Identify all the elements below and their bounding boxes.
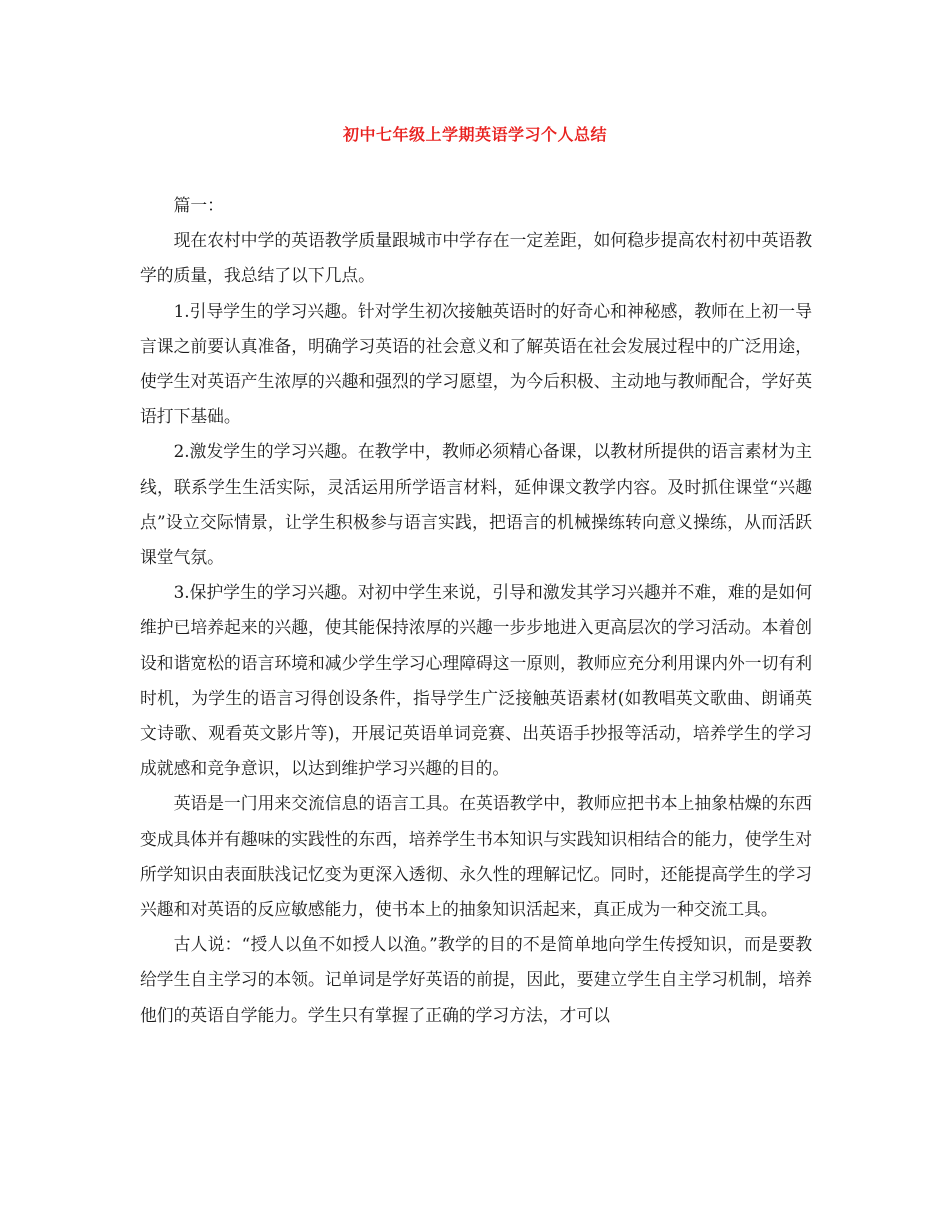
paragraph-intro: 现在农村中学的英语教学质量跟城市中学存在一定差距，如何稳步提高农村初中英语教学的质量，我总结了以下几点。 [140,230,812,286]
paragraph-point-3: 3.保护学生的学习兴趣。对初中学生来说，引导和激发其学习兴趣并不难，难的是如何维护已培养起来的兴趣，使其能保持浓厚的兴趣一步步地进入更高层次的学习活动。本着创设和谐宽松的语言环境和减少学生学习心理障碍这一原则，教师应充分利用课内外一切有利时机，为学生的语言习得创设条件，指导学生广泛接触英语素材(如教唱英文歌曲、朗诵英文诗歌、观看英文影片等)，开展记英语单词竞赛、出英语手抄报等活动，培养学生的学习成就感和竞争意识，以达到维护学习兴趣的目的。 [140,582,812,779]
paragraph-point-2: 2.激发学生的学习兴趣。在教学中，教师必须精心备课，以教材所提供的语言素材为主线，联系学生生活实际，灵活运用所学语言材料，延伸课文教学内容。及时抓住课堂“兴趣点”设立交际情景，让学生积极参与语言实践，把语言的机械操练转向意义操练，从而活跃课堂气氛。 [140,441,812,568]
paragraph-language-tool: 英语是一门用来交流信息的语言工具。在英语教学中，教师应把书本上抽象枯燥的东西变成具体并有趣味的实践性的东西，培养学生书本知识与实践知识相结合的能力，使学生对所学知识由表面肤浅记忆变为更深入透彻、永久性的理解记忆。同时，还能提高学生的学习兴趣和对英语的反应敏感能力，使书本上的抽象知识活起来，真正成为一种交流工具。 [140,793,812,920]
document-title: 初中七年级上学期英语学习个人总结 [342,125,607,144]
document-body [140,188,812,1033]
paragraph-self-learning: 古人说：“授人以鱼不如授人以渔。”教学的目的不是简单地向学生传授知识，而是要教给学生自主学习的本领。记单词是学好英语的前提，因此，要建立学生自主学习机制，培养他们的英语自学能力。学生只有掌握了正确的学习方法，才可以 [140,934,812,1025]
paragraph-section-label: 篇一： [173,195,224,215]
paragraph-point-1: 1.引导学生的学习兴趣。针对学生初次接触英语时的好奇心和神秘感，教师在上初一导言课之前要认真准备，明确学习英语的社会意义和了解英语在社会发展过程中的广泛用途，使学生对英语产生浓厚的兴趣和强烈的学习愿望，为今后积极、主动地与教师配合，学好英语打下基础。 [140,300,812,427]
